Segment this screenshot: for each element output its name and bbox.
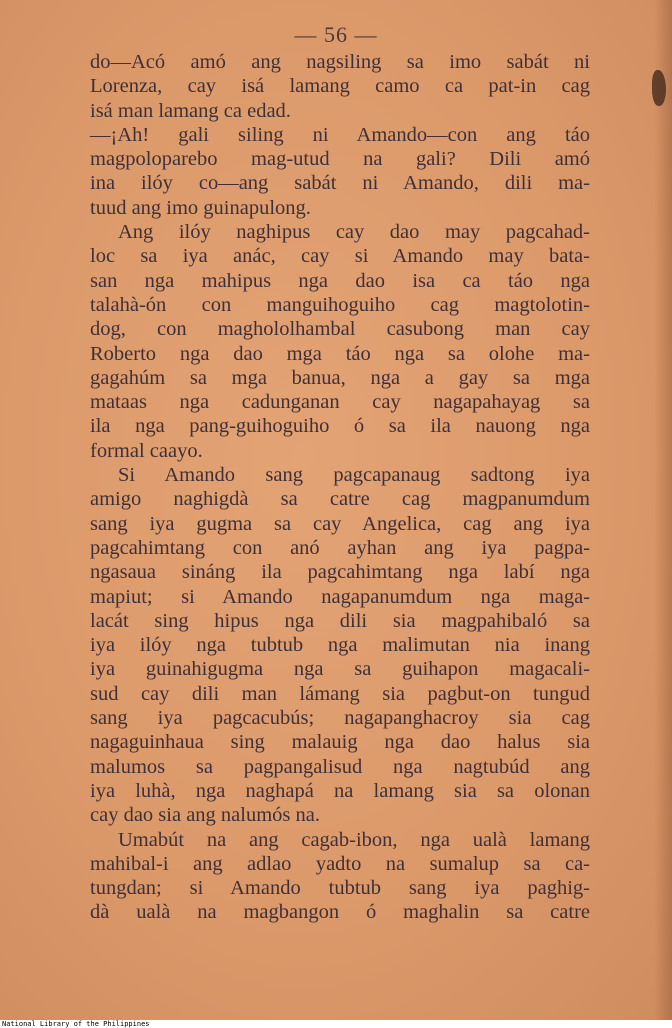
text-line: formal caayo. (90, 439, 203, 462)
text-line: tungdan; si Amando tubtub sang iya paghig- (90, 877, 590, 900)
text-line: magpoloparebo mag-utud na gali? Dili amó (90, 148, 590, 171)
text-line: sud cay dili man lámang sia pagbut-on tungud (90, 682, 590, 705)
text-line: do—Acó amó ang nagsiling sa imo sabát ni (90, 51, 590, 73)
text-line: iya ilóy nga tubtub nga malimutan nia inang (90, 634, 590, 657)
text-line: iya guinahigugma nga sa guihapon magacali- (90, 658, 590, 681)
text-line: gagahúm sa mga banua, nga a gay sa mga (90, 366, 590, 389)
text-line: Umabút na ang cagab-ibon, nga ualà lamang (118, 828, 590, 851)
text-line: nagaguinhaua sing malauig nga dao halus sia (90, 731, 590, 754)
text-line: mapiut; si Amando nagapanumdum nga maga- (90, 585, 590, 608)
page-stain (652, 70, 666, 106)
text-line: tuud ang imo guinapulong. (90, 196, 311, 219)
page-edge-shadow (654, 0, 672, 1020)
text-line: ina ilóy co—ang sabát ni Amando, dili ma- (90, 172, 590, 195)
text-line: iya luhà, nga naghapá na lamang sia sa olonan (90, 779, 590, 802)
text-line: loc sa iya anác, cay si Amando may bata- (90, 245, 590, 268)
text-line: talahà-ón con manguihoguiho cag magtolotin- (90, 293, 590, 316)
text-line: Si Amando sang pagcapanaug sadtong iya (118, 464, 590, 487)
text-line: lacát sing hipus nga dili sia magpahibaló sa (90, 609, 590, 632)
text-line: pagcahimtang con anó ayhan ang iya pagpa- (90, 536, 590, 559)
text-line: sang iya gugma sa cay Angelica, cag ang iya (90, 512, 590, 535)
text-line: isá man lamang ca edad. (90, 99, 291, 122)
text-line: san nga mahipus nga dao isa ca táo nga (90, 269, 590, 292)
text-line: amigo naghigdà sa catre cag magpanumdum (90, 488, 590, 511)
text-line: cay dao sia ang nalumós na. (90, 804, 320, 827)
text-line: Lorenza, cay isá lamang camo ca pat-in cag (90, 75, 590, 98)
text-line: sang iya pagcacubús; nagapanghacroy sia cag (90, 707, 590, 730)
text-line: malumos sa pagpangalisud nga nagtubúd ang (90, 755, 590, 778)
text-line: dog, con maghololhambal casubong man cay (90, 318, 590, 341)
text-line: ngasaua sináng ila pagcahimtang nga labí nga (90, 561, 590, 584)
text-line: Ang ilóy naghipus cay dao may pagcahad- (118, 221, 590, 244)
footer-credit: National Library of the Philippines (2, 1020, 150, 1028)
text-line: ila nga pang-guihoguiho ó sa ila nauong nga (90, 415, 590, 438)
text-line: dà ualà na magbangon ó maghalin sa catre (90, 901, 590, 924)
text-line: Roberto nga dao mga táo nga sa olohe ma- (90, 342, 590, 365)
page-number: — 56 — (294, 22, 378, 47)
text-line: mataas nga cadunganan cay nagapahayag sa (90, 391, 590, 414)
body-text (90, 50, 590, 925)
text-line: mahibal-i ang adlao yadto na sumalup sa ca- (90, 852, 590, 875)
text-line: —¡Ah! gali siling ni Amando—con ang táo (90, 123, 590, 146)
